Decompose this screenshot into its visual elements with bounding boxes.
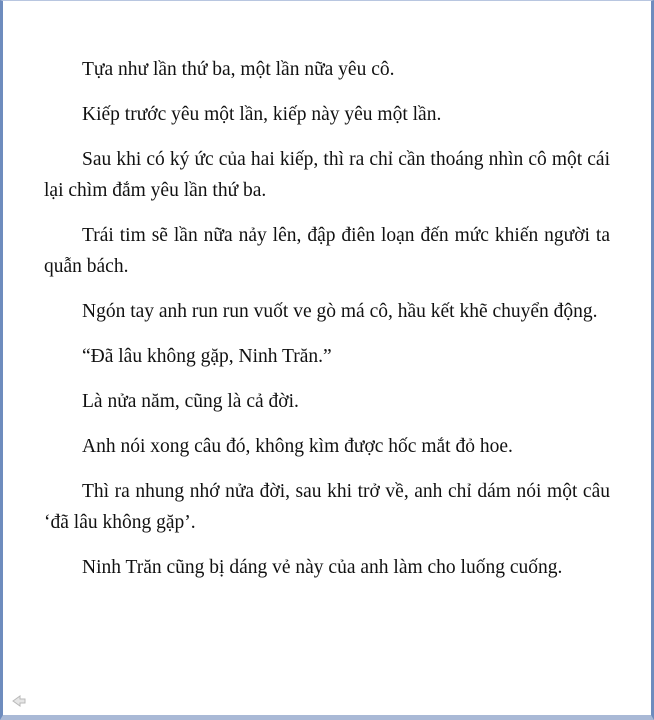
paragraph-7: Là nửa năm, cũng là cả đời. xyxy=(82,391,299,412)
document-page xyxy=(3,1,651,715)
paragraph-4: Trái tim sẽ lần nữa nảy lên, đập điên loạn đến mức khiến người ta quẫn bách. xyxy=(44,225,610,277)
paragraph-9: Thì ra nhung nhớ nửa đời, sau khi trở về, anh chỉ dám nói một câu ‘đã lâu không gặp’. xyxy=(44,481,610,533)
paragraph-3: Sau khi có ký ức của hai kiếp, thì ra chỉ cần thoáng nhìn cô một cái lại chìm đắm yêu lần thứ ba. xyxy=(44,149,610,201)
paragraph-5: Ngón tay anh run run vuốt ve gò má cô, hầu kết khẽ chuyển động. xyxy=(82,301,598,322)
paragraph-6: “Đã lâu không gặp, Ninh Trăn.” xyxy=(82,346,332,367)
document-body xyxy=(44,54,610,597)
paragraph-1: Tựa như lần thứ ba, một lần nữa yêu cô. xyxy=(82,59,395,80)
paragraph-2: Kiếp trước yêu một lần, kiếp này yêu một lần. xyxy=(82,104,442,125)
paragraph-10: Ninh Trăn cũng bị dáng vẻ này của anh làm cho luống cuống. xyxy=(82,557,563,578)
paragraph-8: Anh nói xong câu đó, không kìm được hốc mắt đỏ hoe. xyxy=(82,436,513,457)
small-arrow-icon xyxy=(12,695,26,707)
